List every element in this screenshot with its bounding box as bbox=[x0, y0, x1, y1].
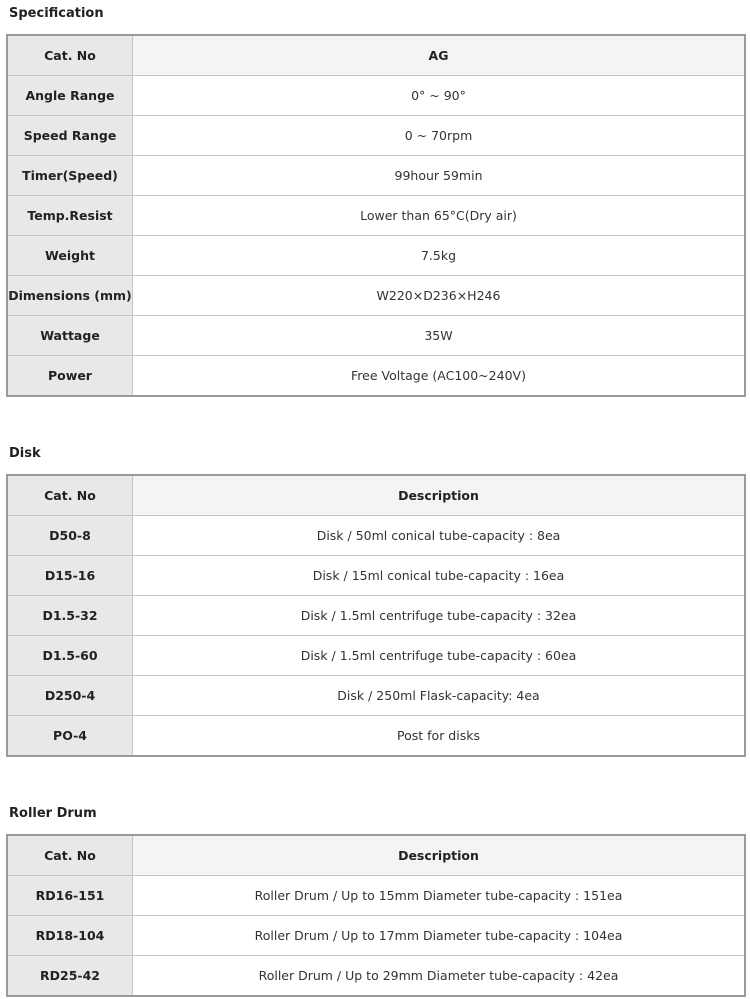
row-label: RD25-42 bbox=[7, 956, 133, 997]
table-row bbox=[7, 356, 745, 397]
table-row bbox=[7, 76, 745, 116]
row-value: Disk / 250ml Flask-capacity: 4ea bbox=[133, 676, 746, 716]
table-header-row bbox=[7, 475, 745, 516]
row-label: D1.5-60 bbox=[7, 636, 133, 676]
row-value: W220×D236×H246 bbox=[133, 276, 746, 316]
table-row bbox=[7, 156, 745, 196]
row-value: Disk / 1.5ml centrifuge tube-capacity : 32ea bbox=[133, 596, 746, 636]
row-label: Speed Range bbox=[7, 116, 133, 156]
disk-title: Disk bbox=[9, 446, 41, 461]
table-row bbox=[7, 556, 745, 596]
row-value: Free Voltage (AC100~240V) bbox=[133, 356, 746, 397]
table-row bbox=[7, 596, 745, 636]
table-header-row bbox=[7, 835, 745, 876]
row-value: Roller Drum / Up to 15mm Diameter tube-capacity : 151ea bbox=[133, 876, 746, 916]
row-label: Wattage bbox=[7, 316, 133, 356]
row-label: Timer(Speed) bbox=[7, 156, 133, 196]
header-description: Description bbox=[133, 835, 746, 876]
row-value: 0° ~ 90° bbox=[133, 76, 746, 116]
row-value: Roller Drum / Up to 17mm Diameter tube-capacity : 104ea bbox=[133, 916, 746, 956]
specification-table bbox=[6, 34, 746, 397]
row-value: Disk / 15ml conical tube-capacity : 16ea bbox=[133, 556, 746, 596]
table-row bbox=[7, 236, 745, 276]
row-value: 0 ~ 70rpm bbox=[133, 116, 746, 156]
row-label: D1.5-32 bbox=[7, 596, 133, 636]
row-label: D15-16 bbox=[7, 556, 133, 596]
header-model: AG bbox=[133, 35, 746, 76]
table-row bbox=[7, 276, 745, 316]
table-row bbox=[7, 876, 745, 916]
row-label: Power bbox=[7, 356, 133, 397]
table-row bbox=[7, 956, 745, 997]
table-row bbox=[7, 196, 745, 236]
table-row bbox=[7, 676, 745, 716]
row-label: D250-4 bbox=[7, 676, 133, 716]
table-row bbox=[7, 716, 745, 757]
row-label: PO-4 bbox=[7, 716, 133, 757]
specification-title: Specification bbox=[9, 6, 104, 21]
row-value: Roller Drum / Up to 29mm Diameter tube-capacity : 42ea bbox=[133, 956, 746, 997]
row-label: Angle Range bbox=[7, 76, 133, 116]
header-description: Description bbox=[133, 475, 746, 516]
row-label: Dimensions (mm) bbox=[7, 276, 133, 316]
table-row bbox=[7, 516, 745, 556]
row-value: 35W bbox=[133, 316, 746, 356]
disk-table bbox=[6, 474, 746, 757]
row-value: Disk / 1.5ml centrifuge tube-capacity : 60ea bbox=[133, 636, 746, 676]
header-cat-no: Cat. No bbox=[7, 35, 133, 76]
row-label: RD18-104 bbox=[7, 916, 133, 956]
row-label: D50-8 bbox=[7, 516, 133, 556]
roller-drum-table bbox=[6, 834, 746, 997]
row-value: 99hour 59min bbox=[133, 156, 746, 196]
table-header-row bbox=[7, 35, 745, 76]
row-value: 7.5kg bbox=[133, 236, 746, 276]
row-value: Lower than 65°C(Dry air) bbox=[133, 196, 746, 236]
row-label: Weight bbox=[7, 236, 133, 276]
row-label: Temp.Resist bbox=[7, 196, 133, 236]
header-cat-no: Cat. No bbox=[7, 835, 133, 876]
header-cat-no: Cat. No bbox=[7, 475, 133, 516]
table-row bbox=[7, 116, 745, 156]
table-row bbox=[7, 316, 745, 356]
table-row bbox=[7, 636, 745, 676]
row-label: RD16-151 bbox=[7, 876, 133, 916]
row-value: Post for disks bbox=[133, 716, 746, 757]
row-value: Disk / 50ml conical tube-capacity : 8ea bbox=[133, 516, 746, 556]
table-row bbox=[7, 916, 745, 956]
roller-drum-title: Roller Drum bbox=[9, 806, 97, 821]
